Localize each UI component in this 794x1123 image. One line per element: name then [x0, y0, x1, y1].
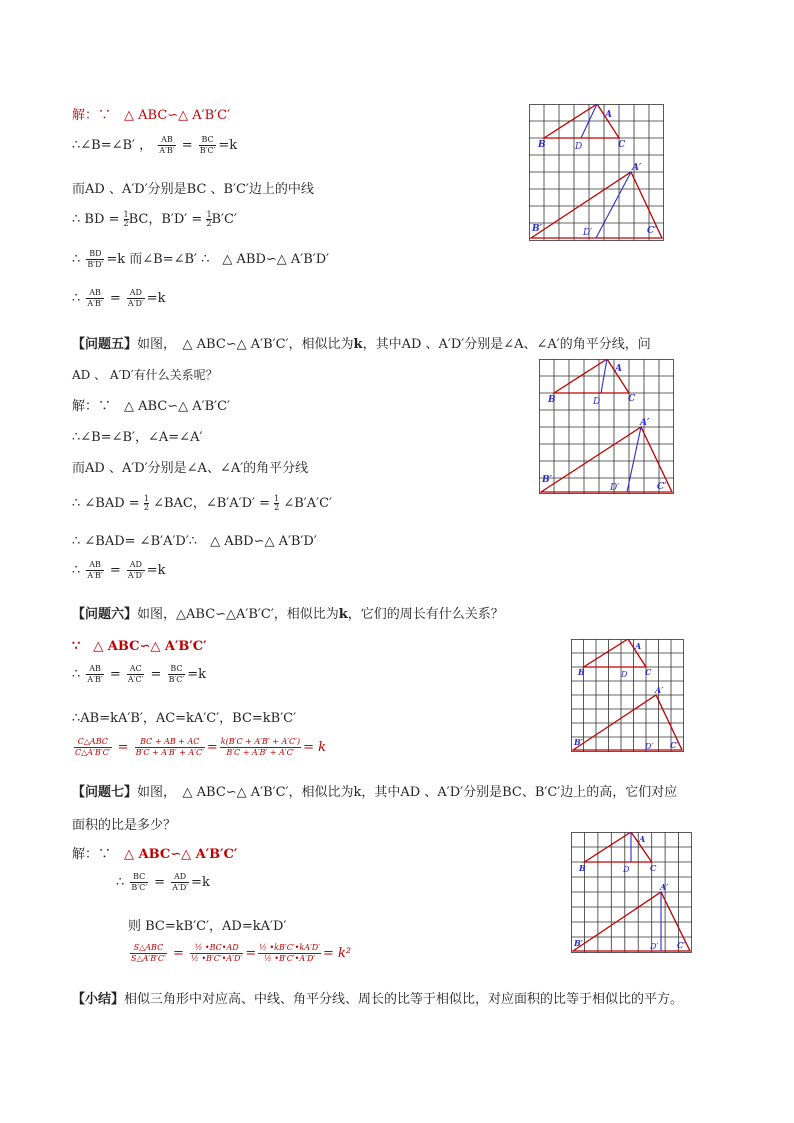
s1-frac-bd: $\frac{BD}{B'D'}$ [87, 249, 104, 269]
figure-4-area [571, 832, 692, 953]
fig1-median-large [596, 172, 631, 238]
q6-heading: 【问题六】如图，△ABC∽△A′B′C′，相似比为k，它们的周长有什么关系？ [72, 607, 504, 622]
q7-line3: 则 BC=kB′C′，AD=kA′D′ [128, 919, 287, 934]
s1-line4: ∴ BD = $\frac{1}{2}BC$，B′D′ = $\frac{1}{2}B'C'$ [72, 210, 237, 228]
fig3-label-C: C [645, 667, 652, 677]
s1-frac-bc: $\frac{BC}{B'C'}$ [199, 135, 216, 155]
q5-heading-2: AD 、 A′D′有什么关系呢？ [72, 368, 218, 382]
q5-line4: ∴ ∠BAD = $\frac{1}{2}$ ∠BAC，∠B′A′D′ = $\frac{1}{2}$ ∠B′A′C′ [72, 494, 332, 512]
fig4-label-A2: A′ [660, 882, 669, 892]
fig4-label-B: B [579, 863, 586, 873]
q5-frac-ad: $\frac{AD}{A'D'}$ [127, 560, 144, 580]
q6-line1: ∵ △ ABC∽△ A′B′C′ [72, 639, 207, 654]
fig4-label-C2: C′ [677, 940, 686, 950]
fig2-label-A: A [615, 364, 622, 374]
q6-frac-sum: $\frac{BC + AB + AC}{B'C + A'B' + A'C'}$ [135, 737, 204, 757]
fig3-label-C2: C′ [670, 740, 679, 750]
fig3-label-D: D [621, 670, 628, 679]
fig1-label-C: C [618, 140, 626, 150]
q5-heading: 【问题五】如图， △ ABC∽△ A′B′C′，相似比为k，其中AD 、A′D′分别是∠A、∠A′的角平分线，问 [72, 337, 651, 352]
s1-frac-ab2: $\frac{AB}{A'B'}$ [87, 288, 103, 308]
fig1-label-B: B [538, 140, 546, 150]
summary: 【小结】相似三角形中对应高、中线、角平分线、周长的比等于相似比，对应面积的比等于相似比的平方。 [72, 992, 684, 1007]
q6-line4: $\frac{\text{C△ABC}}{C\triangle A'B'C'}$ = $\frac{BC + AB + AC}{B'C + A'B' + A'C'}$ = $\frac{k(B'C + A'B' + A'C')}{B'C + A'B' + A'C'}$ = k [75, 737, 327, 757]
q6-frac-ac: $\frac{AC}{A'C'}$ [127, 664, 144, 684]
fig1-label-B2: B′ [532, 224, 542, 234]
fig4-label-B2: B′ [574, 938, 583, 948]
q5-half-1: $\frac{1}{2}$ [143, 494, 149, 512]
fig2-label-B2: B′ [542, 475, 552, 485]
s1-frac-ab: $\frac{AB}{A'B'}$ [159, 135, 175, 155]
s1-half-2: $\frac{1}{2}$ [206, 210, 212, 228]
fig1-label-D: D [575, 142, 583, 152]
fig2-large-triangle [541, 427, 672, 492]
q5-line1: 解：∵ △ ABC∽△ A′B′C′ [72, 399, 231, 414]
q6-frac-perimeter: $\frac{\text{C△ABC}}{C\triangle A'B'C'}$ [75, 737, 111, 757]
s1-line2-prefix: ∴∠B=∠B′ ， [72, 138, 153, 153]
fig1-label-A2: A′ [632, 163, 642, 173]
fig4-label-C: C [650, 863, 657, 873]
fig3-label-A: A [635, 641, 642, 651]
fig2-label-C: C [628, 394, 636, 404]
figure-1-median [529, 104, 664, 241]
fig2-label-B: B [548, 395, 556, 405]
fig2-label-C2: C′ [657, 482, 667, 492]
q5-half-2: $\frac{1}{2}$ [274, 494, 280, 512]
s1-line2: ∴∠B=∠B′ ， $\frac{AB}{A'B'}$ = $\frac{BC}{B'C'}$ =k [72, 135, 238, 155]
s1-line5: ∴ $\frac{BD}{B'D'}$ =k 而∠B=∠B′ ∴ △ ABD∽△ A′B′D′ [72, 249, 330, 269]
q6-frac-bc: $\frac{BC}{B'C'}$ [168, 664, 185, 684]
fig3-label-D2: D′ [645, 742, 654, 751]
q7-frac-bc: $\frac{BC}{B'C'}$ [131, 872, 148, 892]
fig3-label-B2: B′ [574, 737, 583, 747]
figure-1-grid [529, 104, 664, 241]
q7-frac-ad: $\frac{AD}{A'D'}$ [172, 872, 189, 892]
s1-frac-ad: $\frac{AD}{A'D'}$ [127, 288, 144, 308]
q6-frac-ksum: $\frac{k(B'C + A'B' + A'C')}{B'C + A'B' + A'C'}$ [220, 737, 301, 757]
fig1-label-A: A [605, 110, 612, 120]
fig3-large-triangle [573, 695, 682, 750]
q5-frac-ab: $\frac{AB}{A'B'}$ [87, 560, 103, 580]
q5-line2: ∴∠B=∠B′，∠A=∠A′ [72, 430, 203, 445]
q7-heading: 【问题七】如图， △ ABC∽△ A′B′C′，相似比为k，其中AD 、A′D′分别是BC、B′C′边上的高，它们对应 [72, 785, 678, 800]
q7-line1: 解：∵ △ ABC∽△ A′B′C′ [72, 847, 238, 862]
q5-line3: 而AD 、A′D′分别是∠A、∠A′的角平分线 [72, 461, 309, 476]
s1-half-1: $\frac{1}{2}$ [123, 210, 129, 228]
figure-2-bisector [539, 359, 674, 494]
q7-frac-area: $\frac{\text{S△ABC}}{S\triangle A'B'C'}$ [131, 943, 166, 963]
fig2-label-D: D [593, 397, 601, 407]
q6-line2: ∴ $\frac{AB}{A'B'}$ = $\frac{AC}{A'C'}$ = $\frac{BC}{B'C'}$ =k [72, 664, 206, 684]
fig4-label-D: D [623, 865, 630, 874]
figure-2-grid [539, 359, 674, 494]
figure-3-perimeter [571, 639, 684, 752]
fig1-label-C2: C′ [647, 226, 657, 236]
fig4-label-A: A [639, 834, 646, 844]
fig4-large-triangle [573, 892, 690, 951]
fig4-label-D2: D′ [650, 942, 659, 951]
figure-3-grid [571, 639, 684, 752]
s1-line1: 解：∵ △ ABC∽△ A′B′C′ [72, 108, 231, 123]
fig1-large-triangle [531, 172, 662, 238]
q5-line5: ∴ ∠BAD= ∠B′A′D′∴ △ ABD∽△ A′B′D′ [72, 534, 317, 549]
q7-frac-half: $\frac{\text{½ •BC•AD}}{\text{½ •B′C′•A′D′}}$ [191, 943, 243, 963]
fig3-label-A2: A′ [655, 685, 664, 695]
q6-line3: ∴AB=kA′B′，AC=kA′C′，BC=kB′C′ [72, 711, 297, 726]
fig2-label-D2: D′ [610, 483, 620, 493]
q6-frac-ab: $\frac{AB}{A'B'}$ [87, 664, 103, 684]
q7-line2: ∴ $\frac{BC}{B'C'}$ = $\frac{AD}{A'D'}$ =k [116, 872, 210, 892]
q5-line6: ∴ $\frac{AB}{A'B'}$ = $\frac{AD}{A'D'}$ =k [72, 560, 166, 580]
s1-line6: ∴ $\frac{AB}{A'B'}$ = $\frac{AD}{A'D'}$ =k [72, 288, 166, 308]
q7-heading-2: 面积的比是多少？ [72, 818, 177, 833]
fig3-label-B: B [578, 667, 585, 677]
q7-frac-khalf: $\frac{\text{½ •kB′C′•kA′D′}}{\text{½ •B′C′•A′D′}}$ [259, 943, 321, 963]
q7-line4: $\frac{\text{S△ABC}}{S\triangle A'B'C'}$ = $\frac{\text{½ •BC•AD}}{\text{½ •B′C′•A′D′}}$ = $\frac{\text{½ •kB′C′•kA′D′}}{\text{½ •B′C′•A′D′}}$ = k² [131, 943, 352, 963]
fig2-label-A2: A′ [640, 418, 650, 428]
fig1-label-D2: D′ [583, 228, 593, 238]
s1-line3: 而AD 、A′D′分别是BC 、B′C′边上的中线 [72, 182, 314, 197]
